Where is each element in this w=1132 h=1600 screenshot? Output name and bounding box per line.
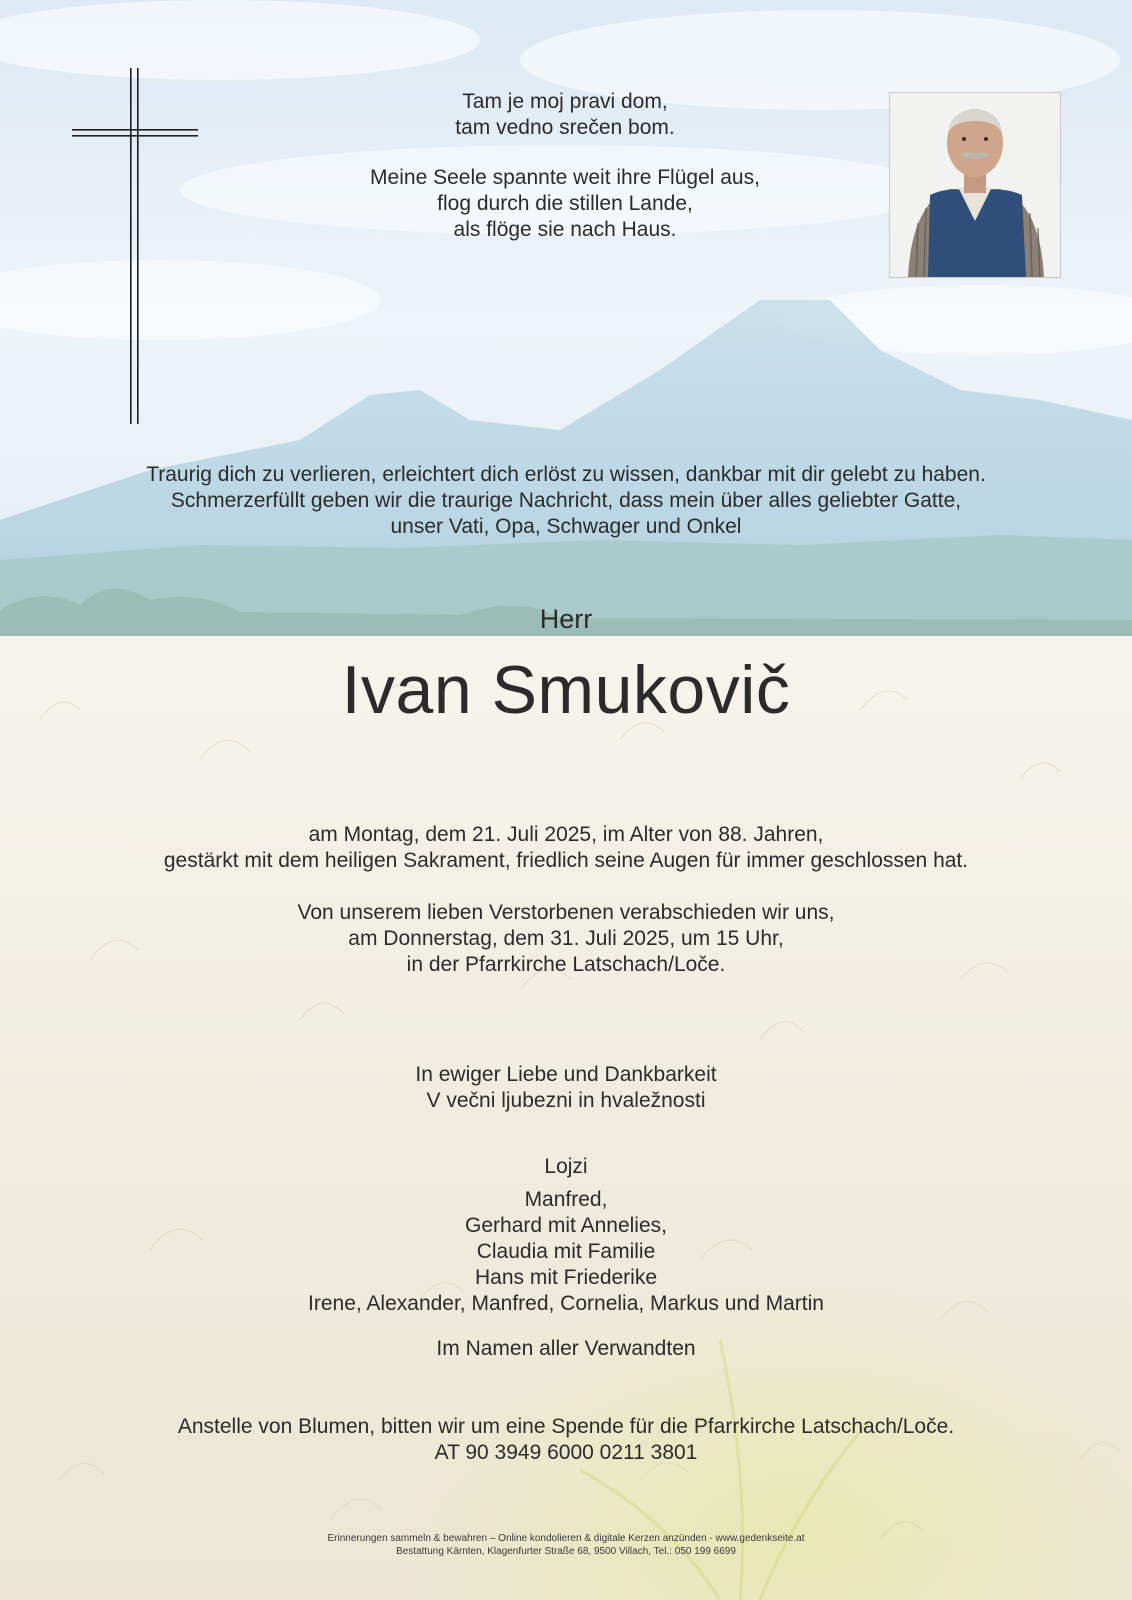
cross-icon bbox=[72, 68, 200, 424]
poem-line: Tam je moj pravi dom, bbox=[462, 90, 668, 113]
intro-line: Schmerzerfüllt geben wir die traurige Nachricht, dass mein über alles geliebter Gatte, bbox=[170, 489, 962, 512]
death-notice bbox=[0, 822, 1132, 874]
intro-line: unser Vati, Opa, Schwager und Onkel bbox=[390, 515, 742, 538]
poem bbox=[290, 89, 840, 243]
family-member: Gerhard mit Annelies, bbox=[465, 1214, 667, 1237]
death-notice-line: am Montag, dem 21. Juli 2025, im Alter von 88. Jahren, bbox=[308, 823, 824, 846]
family-member: Manfred, bbox=[524, 1188, 608, 1211]
donation-iban: AT 90 3949 6000 0211 3801 bbox=[434, 1441, 698, 1464]
poem-spacer bbox=[290, 141, 840, 165]
closing-line: In ewiger Liebe und Dankbarkeit bbox=[415, 1063, 717, 1086]
family-member: Hans mit Friederike bbox=[474, 1266, 658, 1289]
intro-line: Traurig dich zu verlieren, erleichtert dich erlöst zu wissen, dankbar mit dir gelebt zu haben. bbox=[146, 463, 986, 486]
closing-line: V večni ljubezni in hvaležnosti bbox=[426, 1089, 706, 1112]
closing-words bbox=[0, 1062, 1132, 1114]
footer bbox=[0, 1532, 1132, 1558]
poem-line: tam vedno srečen bom. bbox=[455, 116, 675, 139]
farewell-line: am Donnerstag, dem 31. Juli 2025, um 15 Uhr, bbox=[348, 927, 784, 950]
poem-line: als flöge sie nach Haus. bbox=[453, 218, 677, 241]
family-list bbox=[0, 1154, 1132, 1317]
family-spouse: Lojzi bbox=[544, 1155, 588, 1178]
deceased-name: Ivan Smukovič bbox=[341, 652, 791, 728]
family-member: Irene, Alexander, Manfred, Cornelia, Markus und Martin bbox=[308, 1292, 824, 1315]
farewell-details bbox=[0, 900, 1132, 978]
footer-line: Bestattung Kärnten, Klagenfurter Straße 68, 9500 Villach, Tel.: 050 199 6699 bbox=[396, 1546, 736, 1557]
poem-line: Meine Seele spannte weit ihre Flügel aus, bbox=[370, 166, 760, 189]
salutation: Herr bbox=[539, 604, 593, 634]
donation-text: Anstelle von Blumen, bitten wir um eine Spende für die Pfarrkirche Latschach/Loče. bbox=[177, 1415, 955, 1438]
footer-line: Erinnerungen sammeln & bewahren – Online kondolieren & digitale Kerzen anzünden - www.gedenkseite.at bbox=[327, 1533, 805, 1544]
farewell-line: Von unserem lieben Verstorbenen verabschieden wir uns, bbox=[297, 901, 835, 924]
portrait-figure bbox=[890, 93, 1060, 277]
relatives-note: Im Namen aller Verwandten bbox=[436, 1337, 696, 1360]
intro-text bbox=[0, 462, 1132, 540]
donation-request bbox=[0, 1414, 1132, 1466]
portrait-photo bbox=[889, 92, 1061, 278]
family-spacer bbox=[0, 1180, 1132, 1187]
death-notice-line: gestärkt mit dem heiligen Sakrament, friedlich seine Augen für immer geschlossen hat. bbox=[163, 849, 969, 872]
farewell-line: in der Pfarrkirche Latschach/Loče. bbox=[406, 953, 726, 976]
family-member: Claudia mit Familie bbox=[476, 1240, 656, 1263]
poem-line: flog durch die stillen Lande, bbox=[437, 192, 693, 215]
